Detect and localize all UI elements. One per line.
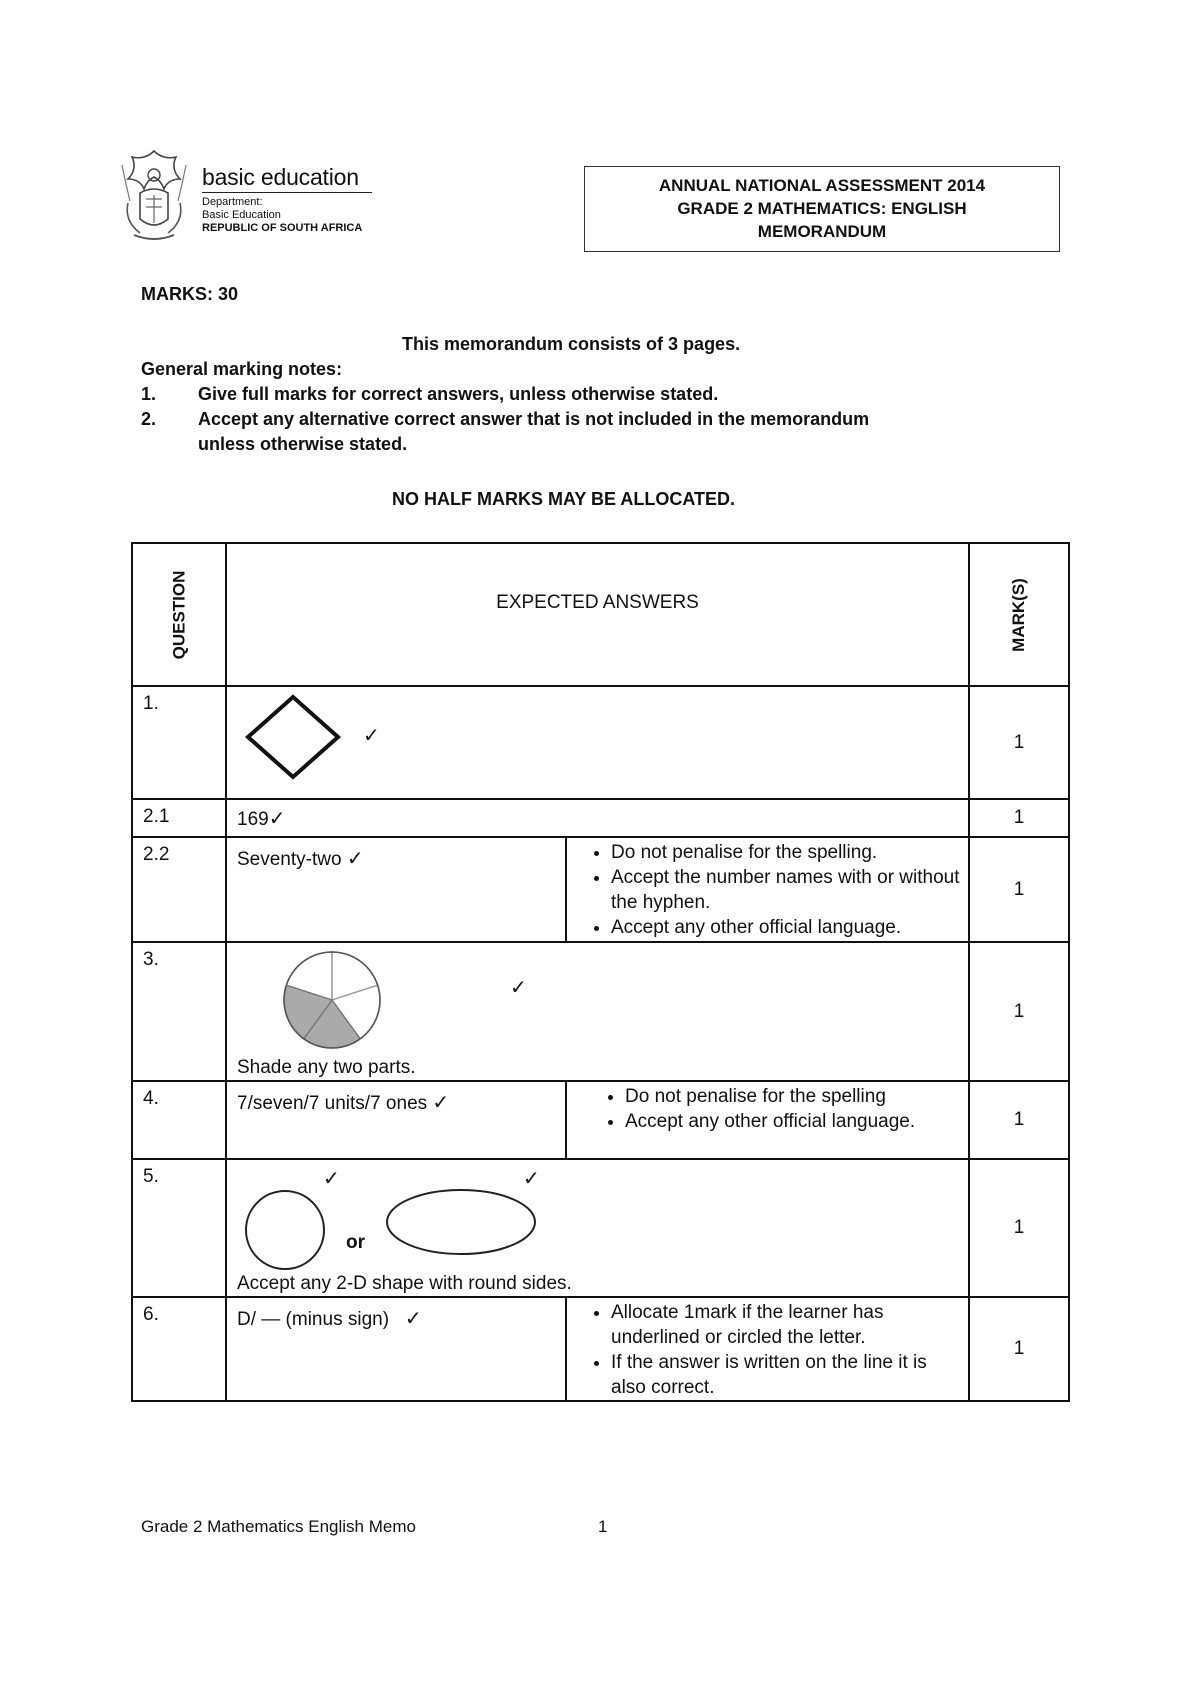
oval-shape	[384, 1188, 544, 1264]
question-number: 2.2	[132, 837, 226, 942]
answer-cell	[226, 686, 969, 799]
question-number: 4.	[132, 1081, 226, 1159]
answer-cell: 169✓	[226, 799, 969, 837]
marking-note: • Do not penalise for the spelling.	[611, 840, 964, 865]
assessment-title-line1: ANNUAL NATIONAL ASSESSMENT 2014	[658, 176, 986, 195]
table-row	[132, 799, 1069, 837]
answer-cell: D/ — (minus sign) ✓	[226, 1297, 566, 1401]
total-marks: MARKS: 30	[141, 284, 239, 304]
logo-title: basic education	[202, 164, 359, 190]
general-notes-heading: General marking notes:	[141, 359, 343, 379]
note-1-text: Give full marks for correct answers, unless otherwise stated.	[198, 384, 719, 404]
table-row	[132, 837, 1069, 942]
marking-note: • Allocate 1mark if the learner has underlined or circled the letter.	[611, 1300, 964, 1350]
table-row	[132, 1297, 1069, 1401]
answer-caption: Accept any 2-D shape with round sides.	[237, 1273, 572, 1294]
circle-shape	[243, 1188, 333, 1278]
logo-divider	[202, 192, 372, 193]
marking-note: • Accept any other official language.	[625, 1109, 964, 1134]
note-2-text: Accept any alternative correct answer that is not included in the memorandum	[198, 409, 870, 429]
mark-value: 1	[969, 686, 1069, 799]
answer-cell	[226, 942, 969, 1081]
mark-value: 1	[969, 799, 1069, 837]
tick-mark: ✓	[346, 848, 364, 870]
logo-republic: REPUBLIC OF SOUTH AFRICA	[202, 222, 363, 234]
marking-note: • Accept the number names with or without the hyphen.	[611, 865, 964, 915]
marking-note: • Do not penalise for the spelling	[625, 1084, 964, 1109]
header-marks: MARK(S)	[969, 543, 1069, 686]
marking-notes-cell	[566, 1297, 969, 1401]
logo-basic-education: Basic Education	[202, 209, 281, 221]
no-half-marks-note: NO HALF MARKS MAY BE ALLOCATED.	[392, 489, 736, 509]
tick-mark: ✓	[510, 977, 527, 999]
memo-table	[131, 542, 1070, 1402]
tick-mark: ✓	[323, 1168, 340, 1190]
table-row	[132, 686, 1069, 799]
page-count-note: This memorandum consists of 3 pages.	[402, 334, 741, 354]
note-2-number: 2.	[141, 409, 157, 429]
assessment-title-line3: MEMORANDUM	[757, 222, 887, 241]
table-header-row	[132, 543, 1069, 686]
mark-value: 1	[969, 942, 1069, 1081]
logo-department: Department:	[202, 196, 263, 208]
footer-page-number: 1	[598, 1517, 608, 1536]
question-number: 3.	[132, 942, 226, 1081]
table-row	[132, 1081, 1069, 1159]
shaded-circle-diagram	[277, 945, 387, 1055]
answer-cell: Seventy-two ✓	[226, 837, 566, 942]
table-row	[132, 942, 1069, 1081]
footer-document-name: Grade 2 Mathematics English Memo	[141, 1517, 416, 1536]
answer-cell: 7/seven/7 units/7 ones ✓	[226, 1081, 566, 1159]
header-expected-answers: EXPECTED ANSWERS	[226, 543, 969, 686]
assessment-title-line2: GRADE 2 MATHEMATICS: ENGLISH	[677, 199, 967, 218]
marking-notes-cell	[566, 837, 969, 942]
answer-caption: Shade any two parts.	[237, 1057, 416, 1078]
question-number: 2.1	[132, 799, 226, 837]
note-2-text-cont: unless otherwise stated.	[198, 434, 408, 454]
mark-value: 1	[969, 1297, 1069, 1401]
question-number: 1.	[132, 686, 226, 799]
marking-notes-cell	[566, 1081, 969, 1159]
coat-of-arms-icon	[118, 145, 190, 245]
tick-mark: ✓	[404, 1308, 422, 1330]
marking-note: • If the answer is written on the line it is also correct.	[611, 1350, 964, 1400]
tick-mark: ✓	[268, 808, 286, 830]
tick-mark: ✓	[523, 1168, 540, 1190]
assessment-title-box	[584, 166, 1060, 252]
question-number: 5.	[132, 1159, 226, 1297]
answer-cell	[226, 1159, 969, 1297]
mark-value: 1	[969, 837, 1069, 942]
tick-mark: ✓	[363, 725, 380, 747]
header-question: QUESTION	[132, 543, 226, 686]
tick-mark: ✓	[432, 1092, 450, 1114]
question-number: 6.	[132, 1297, 226, 1401]
mark-value: 1	[969, 1081, 1069, 1159]
mark-value: 1	[969, 1159, 1069, 1297]
or-label: or	[346, 1232, 365, 1253]
marking-note: • Accept any other official language.	[611, 915, 964, 940]
note-1-number: 1.	[141, 384, 157, 404]
diamond-shape	[242, 693, 352, 789]
table-row	[132, 1159, 1069, 1297]
